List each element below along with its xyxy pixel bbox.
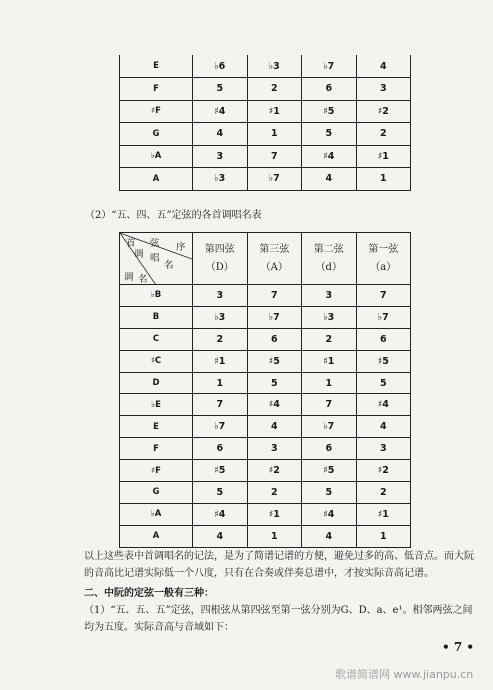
solfege-cell: 1: [356, 168, 411, 191]
solfege-cell: ♭7: [247, 168, 302, 191]
solfege-cell: ♯5: [302, 460, 357, 482]
table-row: [120, 372, 411, 394]
solfege-cell: ♯2: [356, 100, 411, 123]
solfege-cell: 5: [302, 482, 357, 504]
corner-label: 首: [126, 238, 136, 249]
header-string-4: 第四弦 （D）: [193, 233, 248, 285]
header-string-3: 第三弦 （A）: [247, 233, 302, 285]
solfege-cell: ♭3: [193, 168, 248, 191]
corner-label: 名: [138, 274, 148, 285]
solfege-cell: 5: [193, 482, 248, 504]
table-body: [120, 285, 411, 548]
solfege-cell: 4: [356, 416, 411, 438]
solfege-cell: 1: [356, 525, 411, 547]
corner-label: 调: [124, 272, 134, 283]
key-cell: A: [120, 525, 193, 547]
solfege-cell: ♯5: [193, 460, 248, 482]
section-heading: 二、中阮的定弦一般有三种：: [84, 588, 214, 599]
solfege-cell: ♭3: [302, 306, 357, 328]
table-row: [120, 100, 411, 123]
table-header-row: [120, 233, 411, 285]
solfege-cell: 3: [356, 78, 411, 101]
table-row: [120, 123, 411, 146]
corner-label: 名: [164, 260, 174, 271]
solfege-cell: ♭3: [193, 306, 248, 328]
key-cell: ♯F: [120, 100, 193, 123]
solfege-cell: ♯2: [247, 460, 302, 482]
solfege-cell: ♭7: [302, 55, 357, 78]
solfege-cell: 4: [247, 416, 302, 438]
table-row: [120, 306, 411, 328]
corner-label: 调: [134, 249, 144, 260]
table-row: [120, 438, 411, 460]
solfege-cell: 3: [193, 145, 248, 168]
solfege-cell: 2: [193, 328, 248, 350]
key-cell: F: [120, 78, 193, 101]
solfege-cell: 5: [193, 78, 248, 101]
solfege-cell: 4: [302, 168, 357, 191]
corner-label: 唱: [150, 253, 160, 264]
solfege-cell: 3: [247, 438, 302, 460]
solfege-cell: 5: [302, 123, 357, 146]
key-cell: G: [120, 123, 193, 146]
solfege-cell: ♯1: [356, 145, 411, 168]
solfege-cell: 6: [247, 328, 302, 350]
solfege-cell: ♯2: [356, 460, 411, 482]
solfege-cell: ♯1: [302, 350, 357, 372]
key-cell: B: [120, 306, 193, 328]
table-row: [120, 78, 411, 101]
key-cell: ♭A: [120, 503, 193, 525]
solfege-cell: ♯4: [247, 394, 302, 416]
solfege-cell: 4: [193, 123, 248, 146]
key-cell: ♭B: [120, 285, 193, 307]
key-cell: D: [120, 372, 193, 394]
solfege-cell: 6: [356, 328, 411, 350]
solfege-cell: 4: [193, 525, 248, 547]
solfege-cell: ♯1: [193, 350, 248, 372]
solfege-cell: 7: [302, 394, 357, 416]
header-string-2: 第二弦 （d）: [302, 233, 357, 285]
key-cell: F: [120, 438, 193, 460]
solfege-cell: ♭3: [247, 55, 302, 78]
key-cell: A: [120, 168, 193, 191]
table-row: [120, 394, 411, 416]
solfege-cell: 3: [356, 438, 411, 460]
solfege-cell: ♭7: [356, 306, 411, 328]
key-cell: ♭A: [120, 145, 193, 168]
table-row: [120, 55, 411, 78]
table-body: [120, 55, 411, 190]
solfege-cell: 5: [356, 372, 411, 394]
solfege-cell: 7: [247, 285, 302, 307]
solfege-cell: 7: [356, 285, 411, 307]
solfege-cell: ♯5: [302, 100, 357, 123]
watermark: 歌谱简谱网 www.jianpu.cn: [335, 668, 474, 681]
table-row: [120, 525, 411, 547]
solfege-cell: 2: [356, 123, 411, 146]
solfege-cell: 2: [247, 482, 302, 504]
solfege-cell: 2: [302, 328, 357, 350]
header-string-1: 第一弦 （a）: [356, 233, 411, 285]
paragraph-notation-note: 以上这些表中首调唱名的记法，是为了简谱记谱的方便，避免过多的高、低音点。而大阮的音高比记谱实际低一个八度，只有在合奏或伴奏总谱中，才按实际音高记谱。: [84, 551, 474, 579]
key-cell: ♯F: [120, 460, 193, 482]
solfege-cell: ♯1: [247, 503, 302, 525]
table-row: [120, 145, 411, 168]
solfege-cell: 2: [247, 78, 302, 101]
table-row: [120, 285, 411, 307]
solfege-cell: 6: [302, 438, 357, 460]
solfege-cell: ♭7: [302, 416, 357, 438]
solfege-cell: ♯4: [356, 394, 411, 416]
key-cell: ♭E: [120, 394, 193, 416]
solfege-cell: 3: [193, 285, 248, 307]
solfege-cell: ♯4: [302, 503, 357, 525]
paragraph-five-five-five: （1）“五、五、五”定弦，四根弦从第四弦至第一弦分别为G、D、a、e¹。相邻两弦之间均为五度。实际音高与音域如下：: [84, 605, 473, 633]
table-row: [120, 328, 411, 350]
key-cell: C: [120, 328, 193, 350]
solfege-cell: 1: [193, 372, 248, 394]
corner-label: 弦: [150, 238, 160, 249]
page-number: • 7 •: [442, 640, 475, 654]
solfege-cell: 1: [247, 123, 302, 146]
solfege-cell: ♯1: [356, 503, 411, 525]
table-row: [120, 482, 411, 504]
solfege-cell: 4: [356, 55, 411, 78]
key-cell: G: [120, 482, 193, 504]
table-row: [120, 350, 411, 372]
solfege-cell: ♭7: [193, 416, 248, 438]
solfege-cell: 2: [356, 482, 411, 504]
solfege-cell: 7: [247, 145, 302, 168]
table-row: [120, 168, 411, 191]
solfege-cell: 5: [247, 372, 302, 394]
solfege-cell: ♭7: [247, 306, 302, 328]
solfege-cell: 3: [302, 285, 357, 307]
solfege-cell: ♯4: [193, 100, 248, 123]
solfege-cell: 4: [302, 525, 357, 547]
header-corner-cell: [120, 233, 193, 285]
solfege-cell: 6: [193, 438, 248, 460]
table-row: [120, 416, 411, 438]
table-tuning-continued: [119, 55, 411, 191]
table-row: [120, 503, 411, 525]
corner-label: 序: [176, 242, 186, 253]
table-caption: （2）“五、四、五”定弦的各首调唱名表: [85, 210, 262, 221]
solfege-cell: ♯5: [356, 350, 411, 372]
table-row: [120, 460, 411, 482]
table-five-four-five-tuning: [119, 232, 411, 548]
solfege-cell: ♯5: [247, 350, 302, 372]
key-cell: E: [120, 55, 193, 78]
solfege-cell: 1: [247, 525, 302, 547]
solfege-cell: 6: [302, 78, 357, 101]
solfege-cell: ♯4: [193, 503, 248, 525]
key-cell: E: [120, 416, 193, 438]
solfege-cell: ♯4: [302, 145, 357, 168]
solfege-cell: ♭6: [193, 55, 248, 78]
solfege-cell: 1: [302, 372, 357, 394]
solfege-cell: 7: [193, 394, 248, 416]
solfege-cell: ♯1: [247, 100, 302, 123]
key-cell: ♯C: [120, 350, 193, 372]
